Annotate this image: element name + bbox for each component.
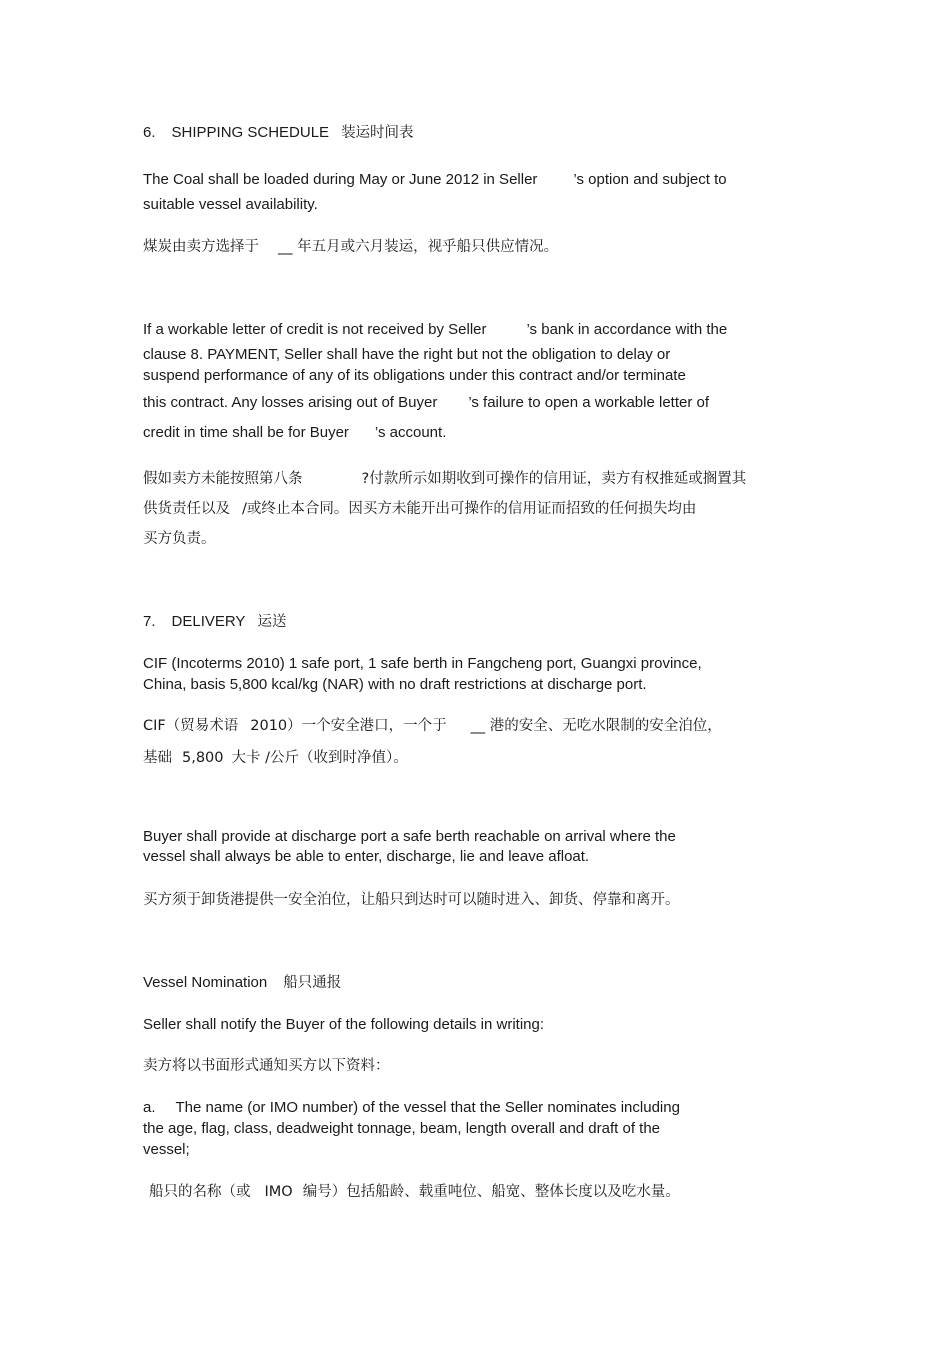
paragraph-line-zh xyxy=(143,237,558,257)
paragraph-line-zh xyxy=(143,469,746,489)
section-title-en: SHIPPING SCHEDULE xyxy=(171,124,330,141)
text-segment: 船只的名称（或 xyxy=(149,1184,251,1200)
paragraph-line: clause 8. PAYMENT, Seller shall have the right but not the obligation to delay or xyxy=(143,346,671,363)
paragraph-line xyxy=(143,320,727,340)
paragraph-line: CIF (Incoterms 2010) 1 safe port, 1 safe berth in Fangcheng port, Guangxi province, xyxy=(143,655,702,672)
section-title-en: DELIVERY xyxy=(171,613,246,630)
text-segment: credit in time shall be for Buyer xyxy=(143,424,349,441)
paragraph-line: the age, flag, class, deadweight tonnage, beam, length overall and draft of the xyxy=(143,1120,661,1137)
section-number: 6. xyxy=(143,124,156,141)
subsection-title-en: Vessel Nomination xyxy=(143,974,268,991)
text-segment: 供货责任以及 xyxy=(143,501,230,517)
text-segment: The name (or IMO number) of the vessel that the Seller nominates including xyxy=(175,1099,680,1116)
paragraph-line-zh: 买方负责。 xyxy=(143,531,216,547)
paragraph-line xyxy=(143,170,727,190)
section-title-zh: 运送 xyxy=(257,614,287,630)
text-segment: 5,800 xyxy=(182,750,224,766)
paragraph-line: suspend performance of any of its obligations under this contract and/or terminate xyxy=(143,367,686,384)
text-segment: 大卡 /公斤（收到时净值）。 xyxy=(231,750,408,766)
paragraph-line-zh xyxy=(149,1182,680,1202)
text-segment: ?付款所示如期收到可操作的信用证，卖方有权推延或搁置其 xyxy=(361,471,747,487)
text-segment: CIF（贸易术语 xyxy=(143,718,239,734)
text-segment: The Coal shall be loaded during May or June 2012 in Seller xyxy=(143,171,538,188)
text-segment: __ 港的安全、无吃水限制的安全泊位， xyxy=(470,718,722,734)
text-segment: __ 年五月或六月装运，视乎船只供应情况。 xyxy=(278,239,559,255)
list-item-a xyxy=(143,1098,680,1118)
text-segment: ’s option and subject to xyxy=(573,171,727,188)
section-number: 7. xyxy=(143,613,156,630)
paragraph-line: vessel shall always be able to enter, discharge, lie and leave afloat. xyxy=(143,848,590,865)
text-segment: ’s bank in accordance with the xyxy=(526,321,728,338)
paragraph-line: Buyer shall provide at discharge port a safe berth reachable on arrival where the xyxy=(143,828,676,845)
list-label: a. xyxy=(143,1099,156,1116)
text-segment: 煤炭由卖方选择于 xyxy=(143,239,259,255)
vessel-nomination-heading xyxy=(143,973,341,993)
text-segment: 2010）一个安全港口，一个于 xyxy=(250,718,447,734)
paragraph-line: suitable vessel availability. xyxy=(143,196,318,213)
section-title-zh: 装运时间表 xyxy=(341,125,414,141)
paragraph-line: Seller shall notify the Buyer of the following details in writing: xyxy=(143,1016,545,1033)
paragraph-line xyxy=(143,393,709,413)
text-segment: If a workable letter of credit is not received by Seller xyxy=(143,321,487,338)
text-segment: /或终止本合同。因买方未能开出可操作的信用证而招致的任何损失均由 xyxy=(242,501,697,517)
paragraph-line-zh: 卖方将以书面形式通知买方以下资料： xyxy=(143,1058,390,1074)
paragraph-line: China, basis 5,800 kcal/kg (NAR) with no draft restrictions at discharge port. xyxy=(143,676,647,693)
text-segment: ’s account. xyxy=(374,424,447,441)
text-segment: 假如卖方未能按照第八条 xyxy=(143,471,303,487)
paragraph-line-zh xyxy=(143,716,722,736)
paragraph-line-zh: 买方须于卸货港提供一安全泊位，让船只到达时可以随时进入、卸货、停靠和离开。 xyxy=(143,892,680,908)
paragraph-line-zh xyxy=(143,499,696,519)
section-7-heading xyxy=(143,612,286,632)
text-segment: this contract. Any losses arising out of Buyer xyxy=(143,394,438,411)
paragraph-line: vessel; xyxy=(143,1141,190,1158)
paragraph-line xyxy=(143,423,446,443)
section-6-heading xyxy=(143,123,414,143)
subsection-title-zh: 船只通报 xyxy=(283,975,342,991)
text-segment: IMO xyxy=(264,1184,293,1200)
text-segment: 编号）包括船龄、载重吨位、船宽、整体长度以及吃水量。 xyxy=(302,1184,680,1200)
text-segment: 基础 xyxy=(143,750,172,766)
paragraph-line-zh xyxy=(143,748,408,768)
text-segment: ’s failure to open a workable letter of xyxy=(468,394,710,411)
